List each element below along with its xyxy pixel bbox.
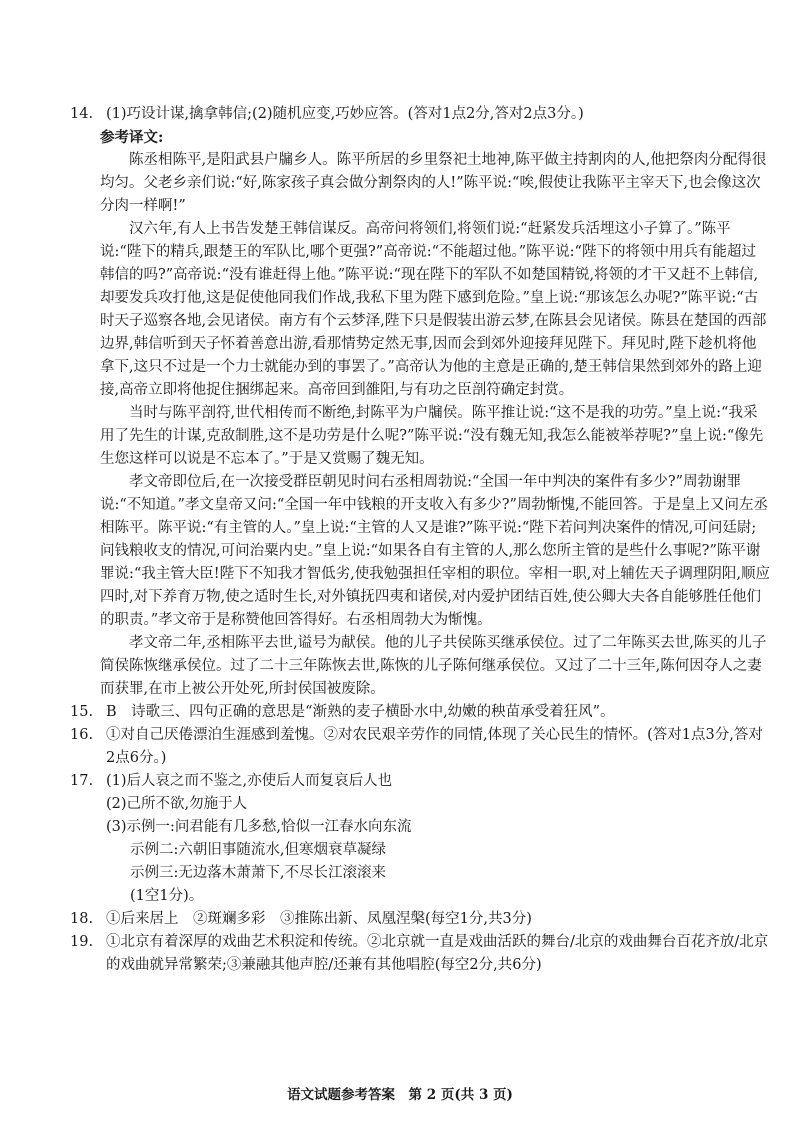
question-number: 17. [70,773,94,789]
translation-paragraph: 当时与陈平剖符,世代相传而不断绝,封陈平为户牖侯。陈平推让说:“这不是我的功劳。”皇上说:“我采用了先生的计谋,克敌制胜,这不是功劳是什么呢?”陈平说:“没有魏无知,我怎么能被举荐呢?”皇上说:“像先生您这样可以说是不忘本了。”于是又赏赐了魏无知。 [100,405,764,467]
q17-line: (1空1分)。 [130,888,204,904]
q19-answer: ①北京有着深厚的戏曲艺术积淀和传统。②北京就一直是戏曲活跃的舞台/北京的戏曲舞台百花齐放/北京的戏曲就异常繁荣;③兼融其他声腔/还兼有其他唱腔(每空2分,共6分) [106,934,769,973]
reference-translation-title: 参考译文: [100,129,164,146]
q17-line: 示例三:无边落木萧萧下,不尽长江滚滚来 [130,865,386,881]
page-footer: 语文试题参考答案 第 2 页(共 3 页) [287,1087,513,1103]
q16-answer: ①对自己厌倦漂泊生涯感到羞愧。②对农民艰辛劳作的同情,体现了关心民生的情怀。(答对1点3分,答对2点6分。) [106,727,763,766]
question-19 [70,931,770,977]
question-14 [70,103,770,126]
question-18 [70,908,770,931]
q18-answer: ①后来居上 ②斑斓多彩 ③推陈出新、凤凰涅槃(每空1分,共3分) [106,911,532,927]
q17-line: (1)后人哀之而不鉴之,亦使后人而复哀后人也 [106,773,393,789]
q15-answer: B 诗歌三、四句正确的意思是“渐熟的麦子横卧水中,幼嫩的秧苗承受着狂风”。 [106,704,615,720]
translation-paragraph: 孝文帝二年,丞相陈平去世,谥号为献侯。他的儿子共侯陈买继承侯位。过了二年陈买去世,陈买的儿子简侯陈恢继承侯位。过了二十三年陈恢去世,陈恢的儿子陈何继承侯位。又过了二十三年,陈何因夺人之妻而获罪,在市上被公开处死,所封侯国被废除。 [100,635,767,697]
translation-paragraph: 陈丞相陈平,是阳武县户牖乡人。陈平所居的乡里祭祀土地神,陈平做主持割肉的人,他把祭肉分配得很均匀。父老乡亲们说:“好,陈家孩子真会做分割祭肉的人!”陈平说:“唉,假使让我陈平主宰天下,也会像这次分肉一样啊!” [100,152,767,214]
question-16 [70,724,770,770]
answer-content [70,103,770,977]
q17-line: (2)己所不欲,勿施于人 [106,796,248,812]
question-number: 15. [70,704,94,720]
q17-line: 示例二:六朝旧事随流水,但寒烟衰草凝绿 [130,842,386,858]
question-17 [70,770,770,793]
translation-paragraph: 汉六年,有人上书告发楚王韩信谋反。高帝问将领们,将领们说:“赶紧发兵活埋这小子算了。”陈平说:“陛下的精兵,跟楚王的军队比,哪个更强?”高帝说:“不能超过他。”陈平说:“陛下的将领中用兵有能超过韩信的吗?”高帝说:“没有谁赶得上他。”陈平说:“现在陛下的军队不如楚国精锐,将领的才干又赶不上韩信,却要发兵攻打他,这是促使他同我们作战,我私下里为陛下感到危险。”皇上说:“那该怎么办呢?”陈平说:“古时天子巡察各地,会见诸侯。南方有个云梦泽,陛下只是假装出游云梦,在陈县会见诸侯。陈县在楚国的西部边界,韩信听到天子怀着善意出游,看那情势定然无事,因而会到郊外迎接拜见陛下。拜见时,陛下趁机将他拿下,这只不过是一个力士就能办到的事罢了。”高帝认为他的主意是正确的,楚王韩信果然到郊外的路上迎接,高帝立即将他捉住捆绑起来。高帝回到雒阳,与有功之臣剖符确定封赏。 [100,221,767,398]
question-15 [70,701,770,724]
question-number: 14. [70,106,94,122]
question-number: 18. [70,911,94,927]
q14-answer: (1)巧设计谋,擒拿韩信;(2)随机应变,巧妙应答。(答对1点2分,答对2点3分。) [106,106,584,122]
question-number: 16. [70,727,94,743]
translation-paragraph: 孝文帝即位后,在一次接受群臣朝见时问右丞相周勃说:“全国一年中判决的案件有多少?”周勃谢罪说:“不知道。”孝文皇帝又问:“全国一年中钱粮的开支收入有多少?”周勃惭愧,不能回答。于是皇上又问左丞相陈平。陈平说:“有主管的人。”皇上说:“主管的人又是谁?”陈平说:“陛下若问判决案件的情况,可问廷尉;问钱粮收支的情况,可问治粟内史。”皇上说:“如果各自有主管的人,那么您所主管的是些什么事呢?”陈平谢罪说:“我主管大臣!陛下不知我才智低劣,使我勉强担任宰相的职位。宰相一职,对上辅佐天子调理阴阳,顺应四时,对下养育万物,使之适时生长,对外镇抚四夷和诸侯,对内爱护团结百姓,使公卿大夫各自能够胜任他们的职责。”孝文帝于是称赞他回答得好。右丞相周勃大为惭愧。 [100,474,770,628]
question-number: 19. [70,934,94,950]
q17-line: (3)示例一:问君能有几多愁,恰似一江春水向东流 [106,819,412,835]
